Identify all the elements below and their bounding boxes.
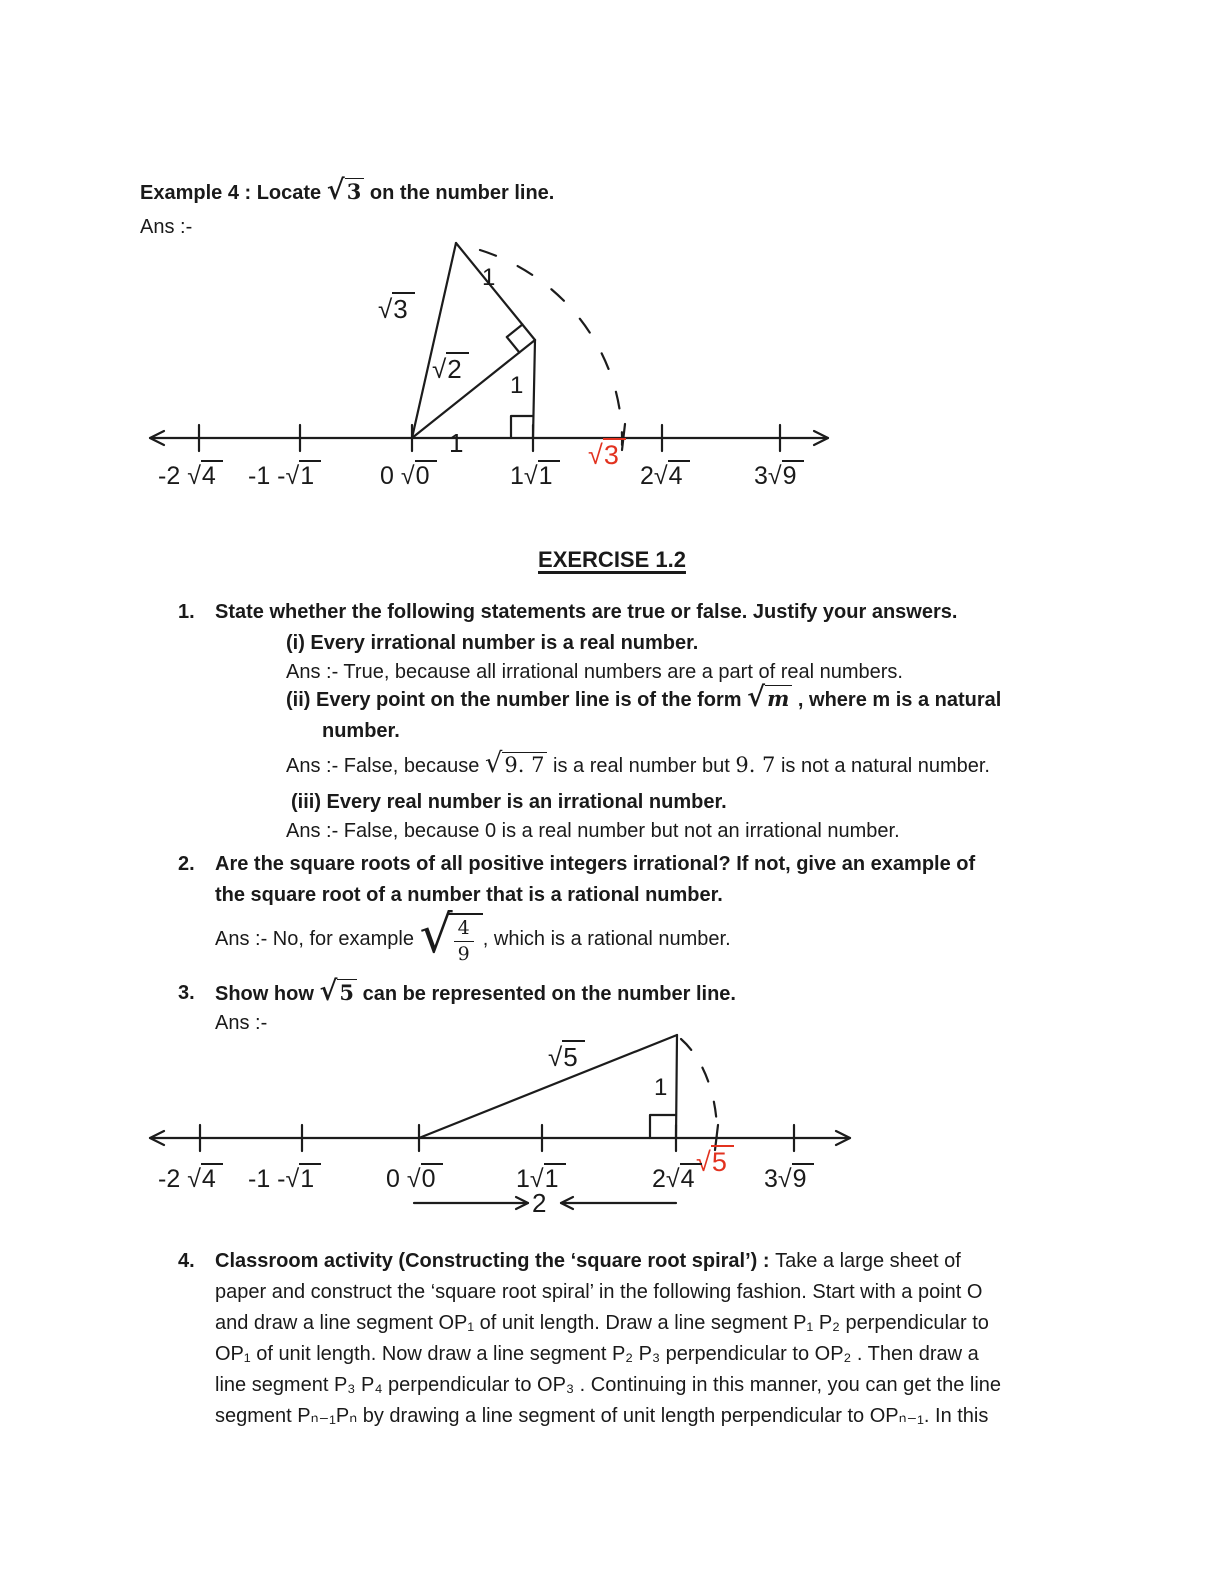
right-angle-mark-apex bbox=[507, 325, 523, 353]
unit-label-vertical: 1 bbox=[510, 372, 524, 399]
tick-label-minus1: -1 -√1 bbox=[248, 1166, 321, 1194]
radicand: 9. 7 bbox=[502, 752, 547, 777]
radicand: 5 bbox=[711, 1145, 734, 1177]
radical-sign: √ bbox=[187, 1165, 201, 1193]
q1-part-i: (i) Every irrational number is a real number. bbox=[286, 632, 699, 654]
radical-sign: √ bbox=[406, 1165, 421, 1193]
radical-sign: √ bbox=[400, 462, 415, 490]
tick-label-3: 3√9 bbox=[764, 1166, 814, 1194]
unit-label-top: 1 bbox=[482, 264, 496, 291]
radicand: 5 bbox=[337, 979, 357, 1005]
tick-label-minus2: -2 √4 bbox=[158, 463, 223, 491]
unit-segment-top bbox=[456, 243, 535, 340]
tick-label-2: 2√4 bbox=[652, 1166, 702, 1194]
example-title-prefix: Example 4 : Locate bbox=[140, 182, 327, 204]
radicand: 2 bbox=[446, 352, 468, 384]
dimension-label: 2 bbox=[532, 1188, 547, 1218]
q4-bold-title: Classroom activity (Constructing the ‘square root spiral’) : bbox=[215, 1250, 776, 1272]
right-angle-mark-base bbox=[650, 1115, 676, 1138]
unit-segment-vertical bbox=[533, 340, 535, 438]
q4-number: 4. bbox=[178, 1250, 195, 1272]
sqrt5-hypotenuse-label bbox=[548, 1043, 585, 1072]
sqrt5-construction-drawing bbox=[140, 1015, 860, 1237]
radical-sign: √ bbox=[747, 681, 766, 713]
radical-sign: √ bbox=[285, 462, 300, 490]
example-title-suffix: on the number line. bbox=[364, 182, 555, 204]
sqrt3-point-label bbox=[588, 441, 626, 471]
radicand: 3 bbox=[392, 292, 414, 324]
q1-part-ii-cont: number. bbox=[322, 720, 400, 742]
fraction-denominator: 9 bbox=[457, 942, 470, 965]
q1-title: State whether the following statements are true or false. Justify your answers. bbox=[215, 601, 958, 623]
sqrt5-point-label bbox=[696, 1148, 734, 1178]
tick-label-2: 2√4 bbox=[640, 463, 690, 491]
sqrt3-inline-radical bbox=[326, 174, 365, 206]
tick-label-0: 0 √0 bbox=[386, 1166, 443, 1194]
compass-arc bbox=[681, 1039, 717, 1138]
right-angle-mark-base bbox=[511, 416, 533, 438]
tick-label-minus2: -2 √4 bbox=[158, 1166, 223, 1194]
q1-number: 1. bbox=[178, 601, 195, 623]
unit-label-base: 1 bbox=[449, 428, 464, 458]
radicand: m bbox=[765, 685, 792, 711]
radical-sign: √ bbox=[588, 440, 603, 470]
radical-sign: √ bbox=[665, 1165, 680, 1193]
unit-label-vertical: 1 bbox=[654, 1074, 668, 1101]
sqrt3-number-line-diagram bbox=[140, 225, 840, 505]
sqrt5-number-line-diagram bbox=[140, 1015, 860, 1237]
unit-segment-vertical bbox=[676, 1035, 677, 1138]
q4-line2: paper and construct the ‘square root spiral’ in the following fashion. Start with a point O bbox=[215, 1281, 983, 1303]
radical-sign: √ bbox=[523, 462, 538, 490]
q4-line1: Classroom activity (Constructing the ‘square root spiral’) : Take a large sheet of bbox=[215, 1250, 961, 1272]
tick-label-minus1: -1 -√1 bbox=[248, 463, 321, 491]
sqrt-m-radical bbox=[747, 681, 792, 713]
fraction-numerator: 4 bbox=[454, 919, 474, 942]
sqrt3-hypotenuse-label bbox=[378, 295, 415, 324]
tick-label-3: 3√9 bbox=[754, 463, 804, 491]
radical-sign: √ bbox=[419, 904, 453, 965]
sqrt-9point7-radical bbox=[484, 748, 547, 779]
radical-sign: √ bbox=[319, 975, 338, 1007]
radical-sign: √ bbox=[326, 174, 345, 206]
radical-sign: √ bbox=[529, 1165, 544, 1193]
q2-answer: Ans :- No, for example √ $\frac{4}{9}$ , which is a rational number. bbox=[215, 904, 731, 965]
q3-title: Show how √5 can be represented on the number line. bbox=[215, 975, 736, 1007]
q1-part-i-answer: Ans :- True, because all irrational numbers are a part of real numbers. bbox=[286, 661, 903, 683]
nine-point-seven-value: 9. 7 bbox=[735, 753, 776, 777]
q1-part-ii-answer: Ans :- False, because √9. 7 is a real number but 9. 7 is not a natural number. bbox=[286, 748, 990, 779]
radicand: 3 bbox=[345, 178, 365, 204]
q4-line5: line segment P₃ P₄ perpendicular to OP₃ . Continuing in this manner, you can get the line bbox=[215, 1374, 1002, 1396]
exercise-heading: EXERCISE 1.2 bbox=[538, 547, 686, 572]
q1-part-iii: (iii) Every real number is an irrational number. bbox=[291, 791, 727, 813]
radical-sign: √ bbox=[653, 462, 668, 490]
fraction bbox=[447, 913, 483, 964]
radical-sign: √ bbox=[432, 354, 447, 384]
q3-ans-label: Ans :- bbox=[215, 1012, 268, 1034]
sqrt5-inline-radical bbox=[319, 975, 357, 1007]
sqrt2-hypotenuse-label bbox=[432, 355, 469, 384]
tick-label-0: 0 √0 bbox=[380, 463, 437, 491]
q4-line3: and draw a line segment OP₁ of unit length. Draw a line segment P₁ P₂ perpendicular to bbox=[215, 1312, 989, 1334]
radical-sign: √ bbox=[285, 1165, 300, 1193]
tick-label-1: 1√1 bbox=[516, 1166, 566, 1194]
radical-sign: √ bbox=[187, 462, 201, 490]
example-ans-label: Ans :- bbox=[140, 216, 193, 238]
q2-number: 2. bbox=[178, 853, 195, 875]
q1-part-iii-answer: Ans :- False, because 0 is a real number but not an irrational number. bbox=[286, 820, 900, 842]
radical-sign: √ bbox=[484, 748, 503, 779]
radical-sign: √ bbox=[777, 1165, 792, 1193]
tick-label-1: 1√1 bbox=[510, 463, 560, 491]
radical-sign: √ bbox=[696, 1147, 711, 1177]
q4-line6: segment Pₙ₋₁Pₙ by drawing a line segment of unit length perpendicular to OPₙ₋₁. In this bbox=[215, 1405, 989, 1427]
radical-sign: √ bbox=[767, 462, 782, 490]
q1-part-ii: (ii) Every point on the number line is of the form √m , where m is a natural bbox=[286, 681, 1002, 713]
radicand: 5 bbox=[562, 1040, 584, 1072]
q3-number: 3. bbox=[178, 982, 195, 1004]
radical-sign: √ bbox=[378, 294, 393, 324]
example-title bbox=[140, 174, 555, 208]
radicand: 3 bbox=[603, 438, 626, 470]
q4-line4: OP₁ of unit length. Now draw a line segment P₂ P₃ perpendicular to OP₂ . Then draw a bbox=[215, 1343, 979, 1365]
q2-title-line2: the square root of a number that is a rational number. bbox=[215, 884, 723, 906]
q2-title-line1: Are the square roots of all positive integers irrational? If not, give an example of bbox=[215, 853, 976, 875]
radical-sign: √ bbox=[548, 1042, 563, 1072]
sqrt-4-over-9-radical bbox=[419, 904, 483, 965]
compass-arc bbox=[480, 250, 622, 445]
